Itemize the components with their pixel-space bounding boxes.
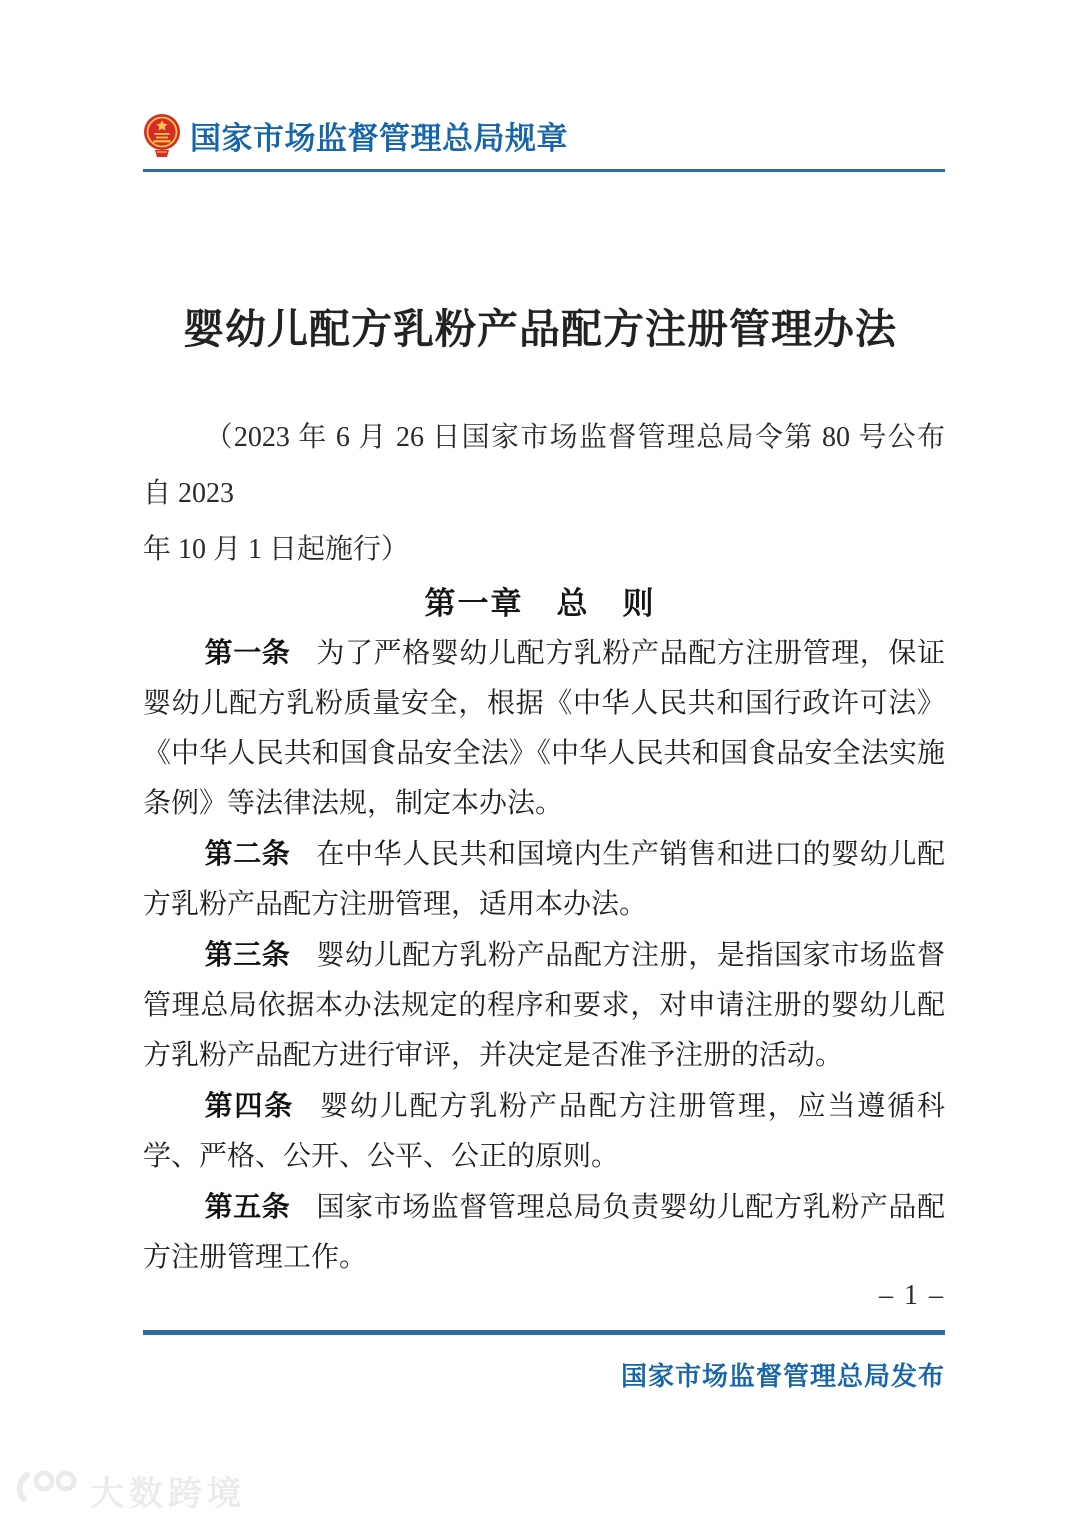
article-4-text: 婴幼儿配方乳粉产品配方注册管理，应当遵循科学、严格、公开、公平、公正的原则。	[143, 1091, 945, 1172]
article-2-label: 第二条	[204, 838, 291, 869]
promulgation-line-1: （2023 年 6 月 26 日国家市场监督管理总局令第 80 号公布 自 2023	[143, 422, 974, 509]
article-4	[143, 1081, 945, 1182]
promulgation-note	[143, 410, 974, 578]
articles-section	[143, 628, 945, 1283]
chapter-heading: 第一章 总 则	[424, 586, 656, 621]
national-emblem-icon	[143, 112, 181, 158]
header-row	[143, 112, 945, 158]
footer-publisher: 国家市场监督管理总局发布	[620, 1361, 945, 1391]
document-title: 婴幼儿配方乳粉产品配方注册管理办法	[183, 306, 897, 352]
promulgation-line-2: 年 10 月 1 日起施行）	[143, 534, 410, 565]
page-number: – 1 –	[879, 1280, 945, 1311]
article-5	[143, 1182, 945, 1283]
article-2-text: 在中华人民共和国境内生产销售和进口的婴幼儿配方乳粉产品配方注册管理，适用本办法。	[143, 839, 945, 920]
watermark	[14, 1466, 246, 1515]
article-1-text: 为了严格婴幼儿配方乳粉产品配方注册管理，保证婴幼儿配方乳粉质量安全，根据《中华人民共和国行政许可法》《中华人民共和国食品安全法》《中华人民共和国食品安全法实施条例》等法律法规，制定本办法。	[143, 638, 945, 819]
watermark-text: 大数跨境	[90, 1475, 246, 1513]
article-3-text: 婴幼儿配方乳粉产品配方注册，是指国家市场监督管理总局依据本办法规定的程序和要求，对申请注册的婴幼儿配方乳粉产品配方进行审评，并决定是否准予注册的活动。	[143, 940, 945, 1071]
article-3-label: 第三条	[204, 939, 291, 970]
header-divider	[143, 169, 945, 172]
article-4-label: 第四条	[204, 1090, 295, 1121]
article-5-text: 国家市场监督管理总局负责婴幼儿配方乳粉产品配方注册管理工作。	[143, 1192, 945, 1273]
article-1-label: 第一条	[204, 637, 291, 668]
footer-divider	[143, 1330, 945, 1335]
article-2	[143, 829, 945, 930]
article-5-label: 第五条	[204, 1191, 291, 1222]
shuzi-100-logo-icon	[14, 1467, 80, 1514]
article-3	[143, 930, 945, 1081]
document-header	[143, 112, 945, 172]
header-title: 国家市场监督管理总局规章	[190, 120, 568, 156]
article-1	[143, 628, 945, 829]
